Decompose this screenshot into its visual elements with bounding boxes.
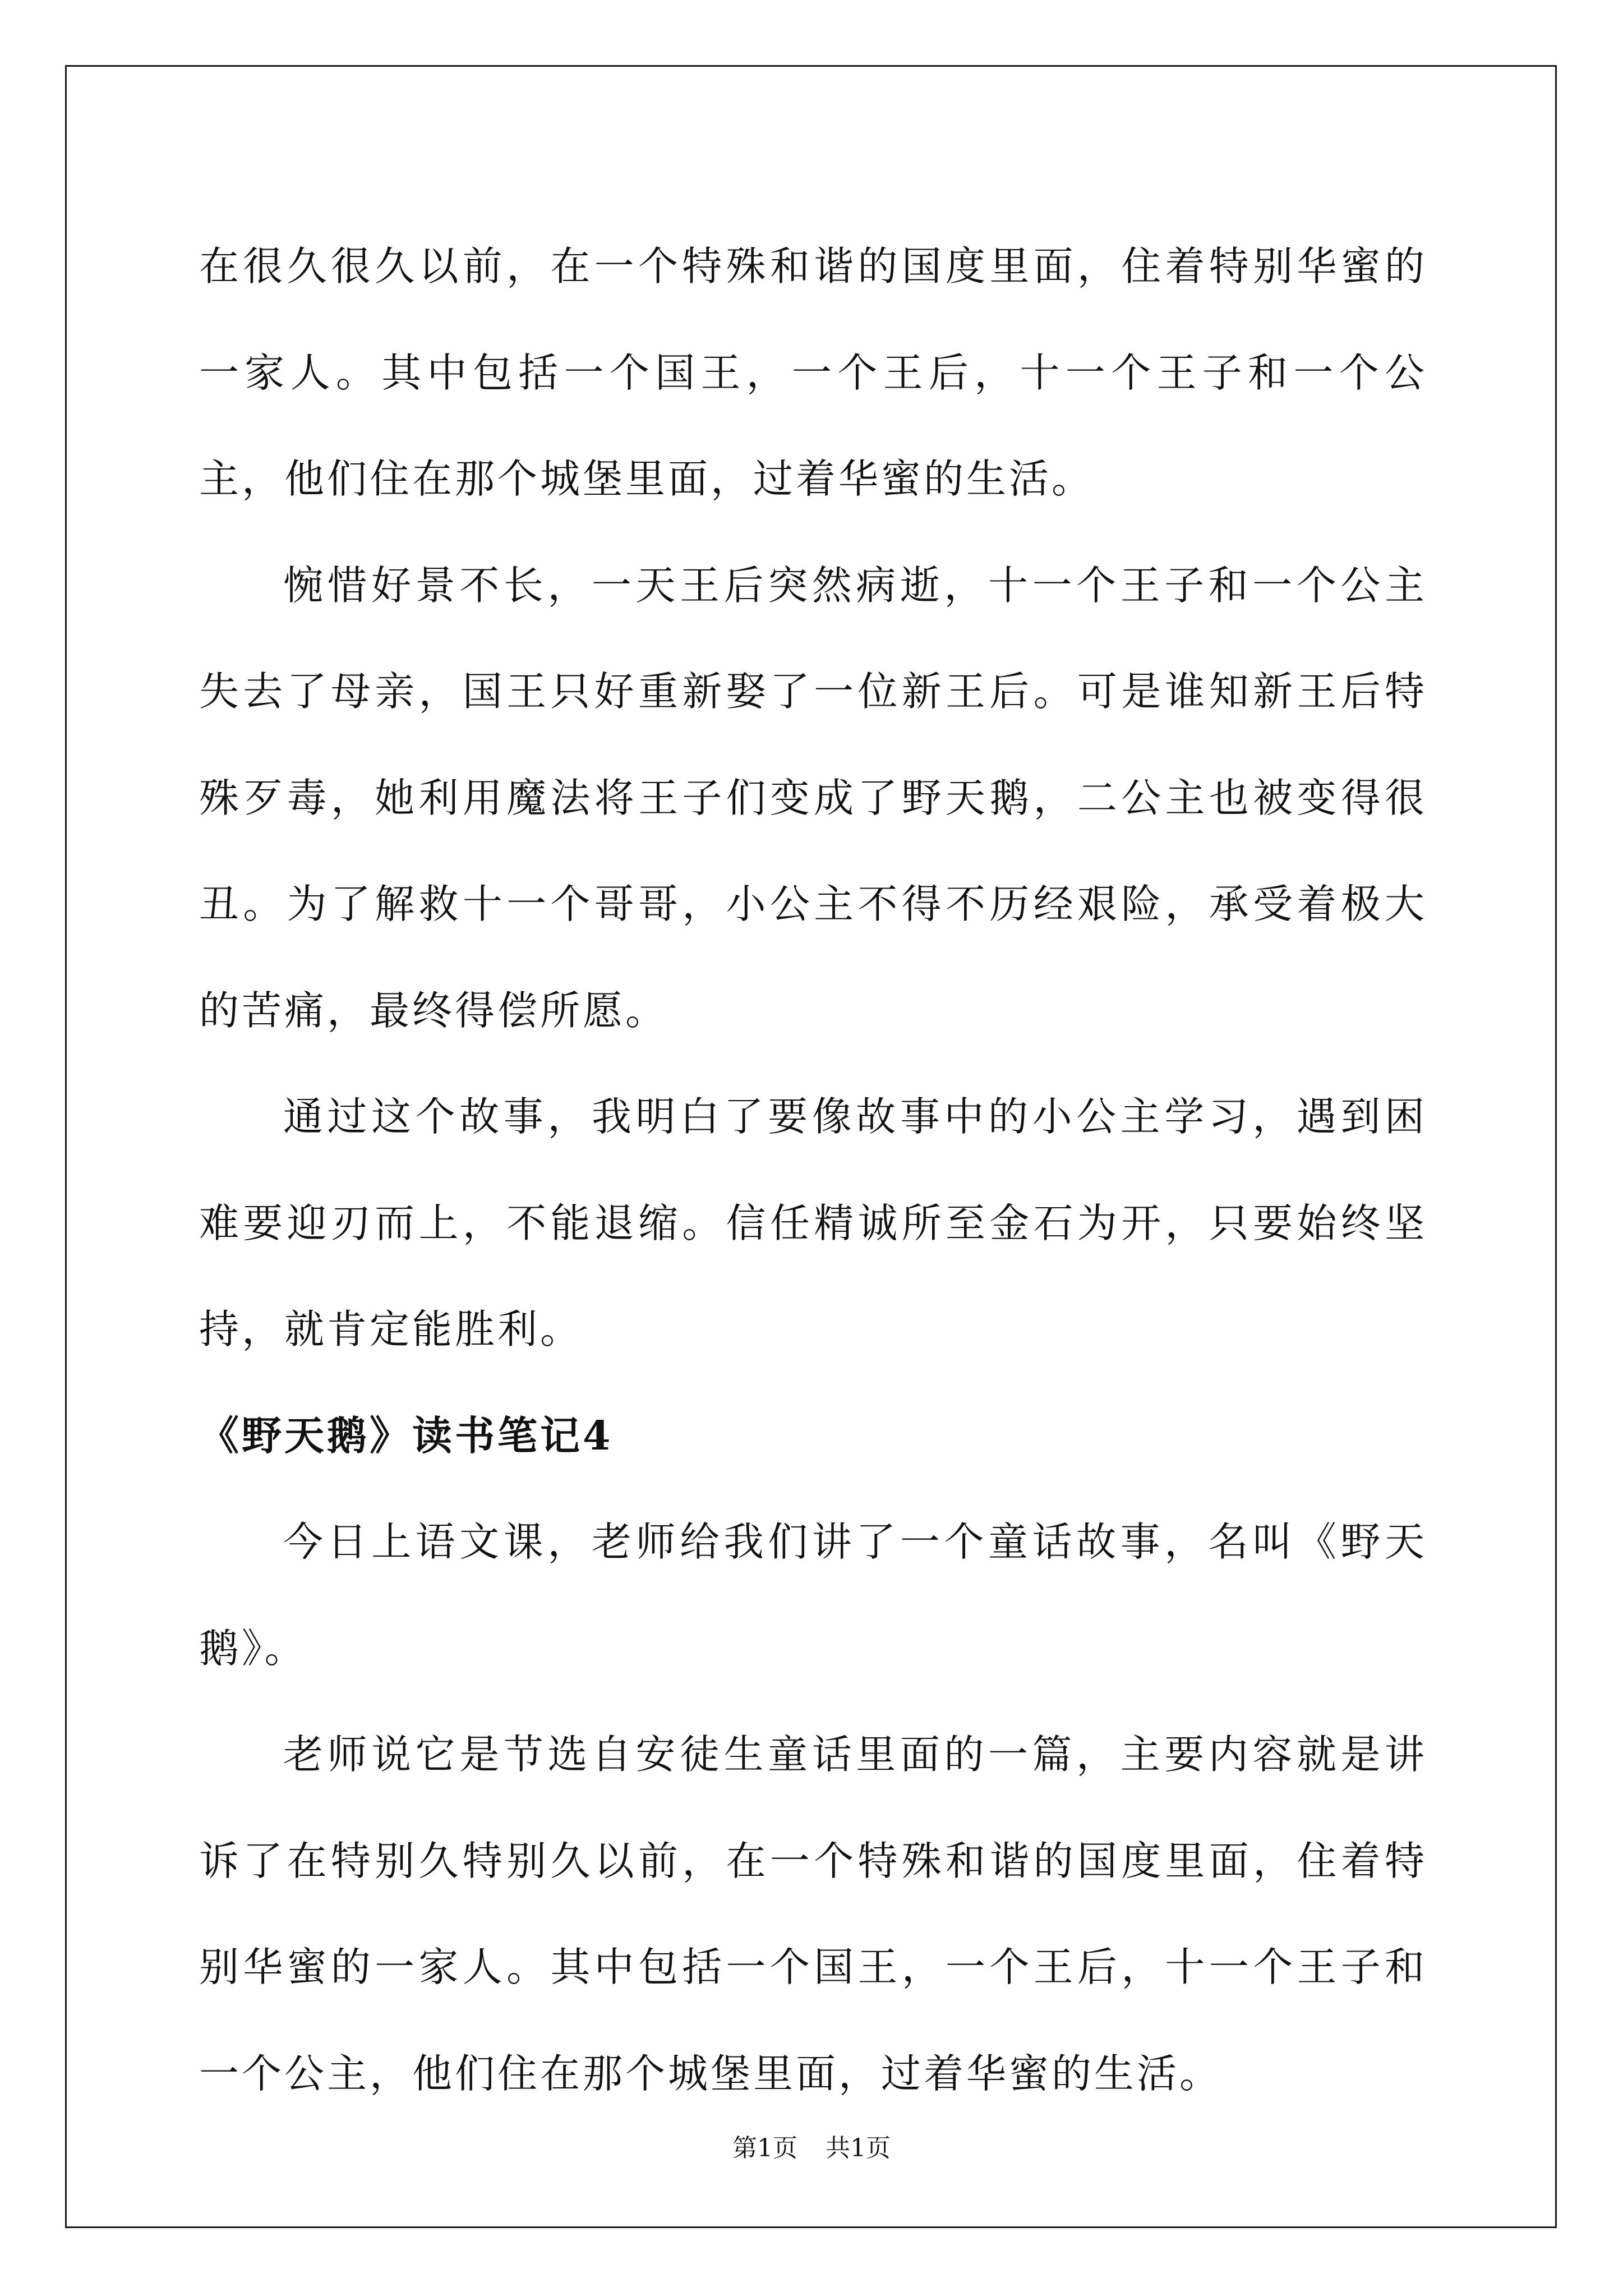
paragraph-4: 今日上语文课，老师给我们讲了一个童话故事，名叫《野天鹅》。 <box>199 1519 1427 1672</box>
document-body <box>199 213 1427 2127</box>
paragraph-3: 通过这个故事，我明白了要像故事中的小公主学习，遇到困难要迎刃而上，不能退缩。信任精诚所至金石为开，只要始终坚持，就肯定能胜利。 <box>199 1093 1427 1352</box>
page-footer <box>0 2132 1623 2165</box>
paragraph-1: 在很久很久以前，在一个特殊和谐的国度里面，住着特别华蜜的一家人。其中包括一个国王，一个王后，十一个王子和一个公主，他们住在那个城堡里面，过着华蜜的生活。 <box>199 243 1427 502</box>
paragraph-2: 惋惜好景不长，一天王后突然病逝，十一个王子和一个公主失去了母亲，国王只好重新娶了一位新王后。可是谁知新王后特殊歹毒，她利用魔法将王子们变成了野天鹅，二公主也被变得很丑。为了解救十一个哥哥，小公主不得不历经艰险，承受着极大的苦痛，最终得偿所愿。 <box>199 562 1427 1034</box>
section-heading: 《野天鹅》读书笔记4 <box>199 1411 614 1459</box>
page-total: 共1页 <box>826 2134 891 2162</box>
page-number: 第1页 <box>732 2134 797 2162</box>
paragraph-5: 老师说它是节选自安徒生童话里面的一篇，主要内容就是讲诉了在特别久特别久以前，在一个特殊和谐的国度里面，住着特别华蜜的一家人。其中包括一个国王，一个王后，十一个王子和一个公主，他们住在那个城堡里面，过着华蜜的生活。 <box>199 1731 1427 2097</box>
